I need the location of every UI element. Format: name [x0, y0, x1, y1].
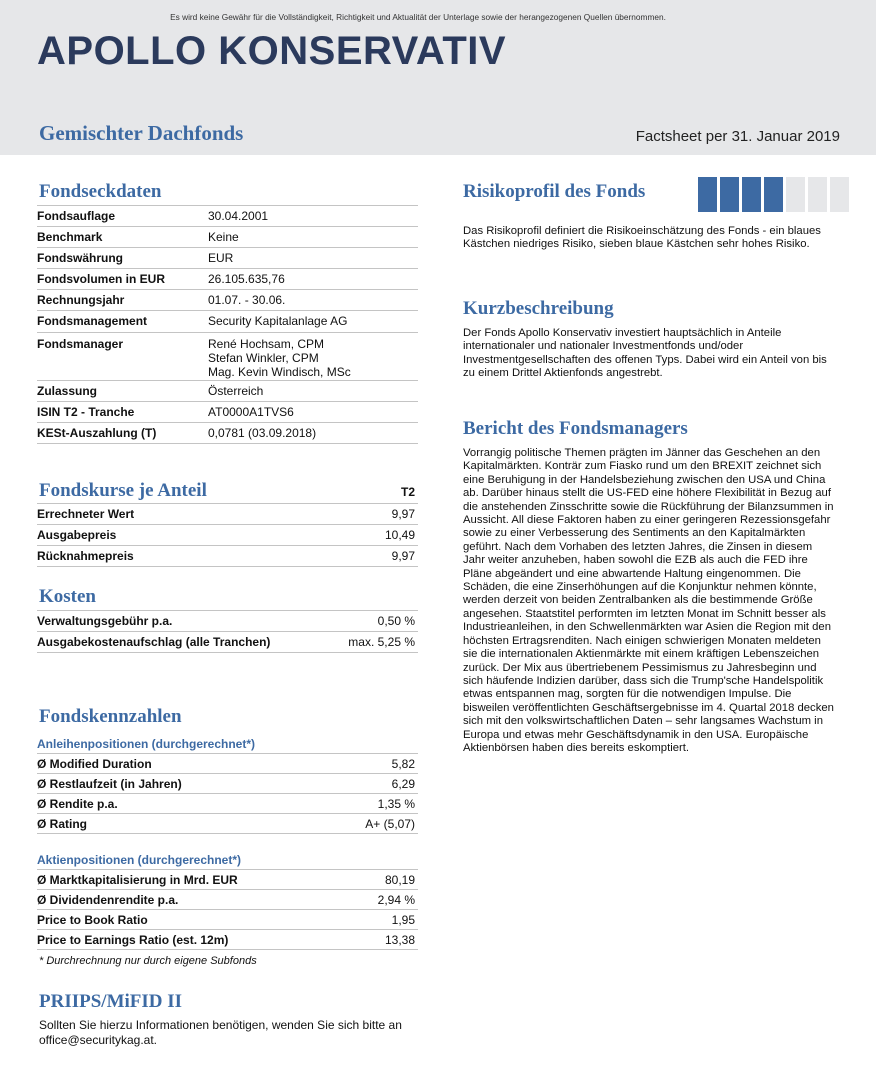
- table-row: [37, 381, 418, 402]
- anleihen-subheading: Anleihenpositionen (durchgerechnet*): [37, 737, 418, 754]
- row-value: 0,0781 (03.09.2018): [208, 426, 317, 440]
- risk-box-filled: [698, 177, 717, 212]
- row-label: Errechneter Wert: [37, 507, 135, 521]
- table-row: [37, 774, 418, 794]
- row-value: 6,29: [391, 777, 415, 791]
- row-label: Ausgabekostenaufschlag (alle Tranchen): [37, 635, 271, 649]
- row-label: Rücknahmepreis: [37, 549, 134, 563]
- kosten-table: [37, 610, 418, 653]
- table-row: [37, 525, 418, 546]
- table-row: [37, 311, 418, 333]
- table-row: [37, 632, 418, 653]
- section-title-fondskurse: Fondskurse je Anteil: [39, 480, 207, 501]
- section-title-fondskennzahlen: Fondskennzahlen: [39, 706, 182, 727]
- row-value: 30.04.2001: [208, 209, 269, 223]
- row-value: 9,97: [391, 507, 415, 521]
- row-label: Price to Book Ratio: [37, 913, 148, 927]
- row-label: Fondsvolumen in EUR: [37, 272, 166, 286]
- table-row: [37, 930, 418, 950]
- row-value: A+ (5,07): [365, 817, 415, 831]
- manager-name: Stefan Winkler, CPM: [208, 351, 319, 365]
- row-value: 1,95: [391, 913, 415, 927]
- risikoprofil-text: Das Risikoprofil definiert die Risikoeinschätzung des Fonds - ein blaues Kästchen niedriges Risiko, sieben blaue Kästchen sehr hohes Risiko.: [463, 225, 821, 251]
- row-value: 2,94 %: [377, 893, 415, 907]
- row-value: 13,38: [384, 933, 415, 947]
- anleihen-table: [37, 737, 418, 834]
- table-row: [37, 227, 418, 248]
- row-value: Keine: [208, 230, 239, 244]
- row-label: Zulassung: [37, 384, 98, 398]
- tranche-column-header: T2: [400, 485, 415, 499]
- row-value: 0,50 %: [377, 614, 415, 628]
- table-row: [37, 910, 418, 930]
- disclaimer: Es wird keine Gewähr für die Vollständigkeit, Richtigkeit und Aktualität der Unterlage sowie der herangezogenen Quellen übernommen.: [170, 12, 666, 22]
- table-row: [37, 206, 418, 227]
- row-label: Fondsauflage: [37, 209, 116, 223]
- fund-title: APOLLO KONSERVATIV: [37, 29, 507, 73]
- row-label: Ø Modified Duration: [37, 757, 152, 771]
- section-title-kurzbeschreibung: Kurzbeschreibung: [463, 298, 614, 319]
- table-row: [37, 290, 418, 311]
- row-value: Security Kapitalanlage AG: [208, 314, 348, 328]
- row-label: Ausgabepreis: [37, 528, 117, 542]
- table-row: [37, 423, 418, 444]
- row-value: 80,19: [384, 873, 415, 887]
- kurzbeschreibung-text: Der Fonds Apollo Konservativ investiert hauptsächlich in Anteile internationaler und nationaler Investmentfonds und/oder Investmentgesellschaften des offenen Typs. Dabei wird ein Anteil von bis zu einem Drittel Aktienfonds angestrebt.: [463, 327, 827, 380]
- table-row: [37, 248, 418, 269]
- table-row: [37, 754, 418, 774]
- fund-subtitle: Gemischter Dachfonds: [39, 121, 244, 145]
- section-title-priips: PRIIPS/MiFID II: [39, 991, 183, 1012]
- section-title-fondseckdaten: Fondseckdaten: [39, 181, 162, 202]
- section-title-kosten: Kosten: [39, 586, 96, 607]
- row-value: AT0000A1TVS6: [208, 405, 294, 419]
- fondskurse-table: [37, 503, 418, 567]
- header-band: [0, 0, 876, 155]
- row-value: 01.07. - 30.06.: [208, 293, 286, 307]
- table-row: [37, 870, 418, 890]
- aktien-table: [37, 853, 418, 950]
- risk-box-empty: [830, 177, 849, 212]
- fondseckdaten-table: [37, 205, 418, 444]
- row-value: EUR: [208, 251, 234, 265]
- row-label: Fondsmanager: [37, 337, 124, 351]
- row-label: Price to Earnings Ratio (est. 12m): [37, 933, 229, 947]
- table-row-fondsmanager: [37, 333, 418, 381]
- row-value: 10,49: [384, 528, 415, 542]
- section-title-bericht: Bericht des Fondsmanagers: [463, 418, 688, 439]
- row-value: Österreich: [208, 384, 264, 398]
- table-row: [37, 504, 418, 525]
- risk-box-filled: [764, 177, 783, 212]
- row-value: 1,35 %: [377, 797, 415, 811]
- table-row: [37, 402, 418, 423]
- table-row: [37, 269, 418, 290]
- table-row: [37, 794, 418, 814]
- row-label: Ø Marktkapitalisierung in Mrd. EUR: [37, 873, 238, 887]
- row-label: Benchmark: [37, 230, 103, 244]
- manager-name: René Hochsam, CPM: [208, 337, 325, 351]
- table-row: [37, 611, 418, 632]
- aktien-subheading: Aktienpositionen (durchgerechnet*): [37, 853, 418, 870]
- section-title-risikoprofil: Risikoprofil des Fonds: [463, 181, 646, 202]
- row-label: Verwaltungsgebühr p.a.: [37, 614, 173, 628]
- priips-text: Sollten Sie hierzu Informationen benötigen, wenden Sie sich bitte an office@securitykag.at.: [39, 1018, 402, 1047]
- row-value: max. 5,25 %: [348, 635, 415, 649]
- row-label: Fondswährung: [37, 251, 123, 265]
- risk-box-filled: [742, 177, 761, 212]
- risk-box-filled: [720, 177, 739, 212]
- row-label: Ø Rendite p.a.: [37, 797, 118, 811]
- row-value: 9,97: [391, 549, 415, 563]
- row-label: Ø Dividendenrendite p.a.: [37, 893, 179, 907]
- table-row: [37, 890, 418, 910]
- footnote: * Durchrechnung nur durch eigene Subfonds: [39, 955, 257, 967]
- row-label: KESt-Auszahlung (T): [37, 426, 157, 440]
- manager-name: Mag. Kevin Windisch, MSc: [208, 365, 351, 379]
- manager-list: [208, 337, 418, 379]
- row-label: ISIN T2 - Tranche: [37, 405, 135, 419]
- row-label: Rechnungsjahr: [37, 293, 125, 307]
- bericht-text: Vorrangig politische Themen prägten im Jänner das Geschehen an den Kapitalmärkten. Konträr zum Fiasko rund um den BREXIT zeichnet sich eine Beruhigung in der Handelsbeziehung zwischen den USA und China ab. Darüber hinaus stellt die US-FED eine höhere Flexibilität in Bezug auf die anstehenden Zinsschritte sowie die Rückführung der Bilanzsummen in Aussicht. All diese Faktoren haben zu einer geringeren Rezessionsgefahr sowie zu einer Verbesserung des Sentiments an den Kapitalmärkten geführt. Nach dem Vorhaben des letzten Jahres, die Zinsen in diesem Jahr weiter anzuheben, haben sowohl die EZB als auch die FED ihre Pläne abgeändert und eine abwartende Haltung eingenommen. Die Schäden, die eine Zinserhöhungen auf die Konjunktur nehmen könnte, werden derzeit von beiden Zentralbanken als die bestimmende Größe angesehen. Staatstitel performten im letzten Monat im Schnitt besser als Industrieanleihen, in den Schwellenmärkten war Asien die Region mit den höchsten Ertragsrenditen. Nach einigen schwierigen Monaten meldeten sie die internationalen Aktienmärkte mit einem kräftigen Lebenszeichen zurück. Der Mix aus übertriebenem Pessimismus zu Jahresbeginn und sich häufende Indizien darüber, dass sich die Trump'sche Handelspolitik etwas entspannen mag, sorgten für die notwendigen Impulse. Die bisweilen veröffentlichten Geschäftsergebnisse im 4. Quartal 2018 decken sich mit den volkswirtschaftlichen Daten – sehr langsames Wachstum in Europa und etwas mehr Geschäftsdynamik in den USA. Europäische Aktienbörsen haben dies bereits eskomptiert.: [463, 447, 834, 754]
- row-value: 5,82: [391, 757, 415, 771]
- risk-scale: [698, 177, 849, 212]
- row-value: 26.105.635,76: [208, 272, 285, 286]
- risk-box-empty: [808, 177, 827, 212]
- factsheet-date: Factsheet per 31. Januar 2019: [635, 128, 840, 145]
- row-label: Ø Rating: [37, 817, 87, 831]
- risk-box-empty: [786, 177, 805, 212]
- table-row: [37, 814, 418, 834]
- row-label: Fondsmanagement: [37, 314, 148, 328]
- table-row: [37, 546, 418, 567]
- row-label: Ø Restlaufzeit (in Jahren): [37, 777, 182, 791]
